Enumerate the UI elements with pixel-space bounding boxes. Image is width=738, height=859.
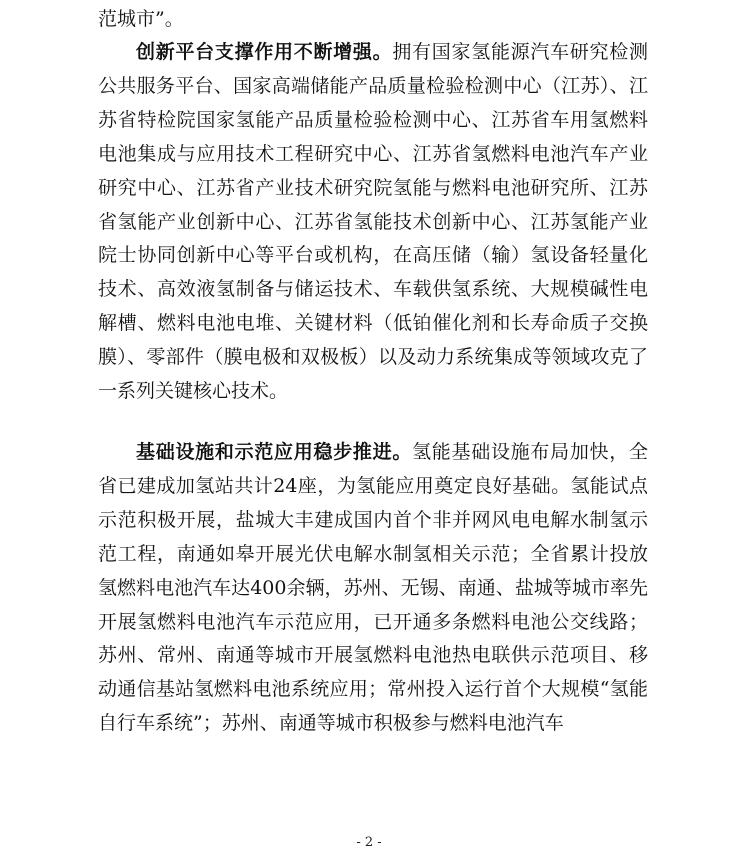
paragraph-lead-heading: 基础设施和示范应用稳步推进。 — [136, 441, 413, 463]
paragraph-innovation-platforms — [98, 36, 648, 409]
paragraph-infrastructure-demonstration — [98, 436, 648, 741]
paragraph-body-text: 拥有国家氢能源汽车研究检测公共服务平台、国家高端储能产品质量检验检测中心（江苏）、江苏省特检院国家氢能产品质量检验检测中心、江苏省车用氢燃料电池集成与应用技术工程研究中心、江苏省氢燃料电池汽车产业研究中心、江苏省产业技术研究院氢能与燃料电池研究所、江苏省氢能产业创新中心、江苏省氢能技术创新中心、江苏氢能产业院士协同创新中心等平台或机构，在高压储（输）氢设备轻量化技术、高效液氢制备与储运技术、车载供氢系统、大规模碱性电解槽、燃料电池电堆、关键材料（低铂催化剂和长寿命质子交换膜）、零部件（膜电极和双极板）以及动力系统集成等领域攻克了一系列关键核心技术。 — [98, 41, 648, 403]
paragraph-lead-heading: 创新平台支撑作用不断增强。 — [136, 41, 393, 63]
paragraph-body-text: 氢能基础设施布局加快，全省已建成加氢站共计24座，为氢能应用奠定良好基础。氢能试点示范积极开展，盐城大丰建成国内首个非并网风电电解水制氢示范工程，南通如皋开展光伏电解水制氢相关示范；全省累计投放氢燃料电池汽车达400余辆，苏州、无锡、南通、盐城等城市率先开展氢燃料电池汽车示范应用，已开通多条燃料电池公交线路；苏州、常州、南通等城市开展氢燃料电池热电联供示范项目、移动通信基站氢燃料电池系统应用；常州投入运行首个大规模“氢能自行车系统”；苏州、南通等城市积极参与燃料电池汽车 — [98, 441, 648, 735]
continued-line: 范城市”。 — [98, 8, 184, 30]
page-number: - 2 - — [356, 835, 382, 850]
